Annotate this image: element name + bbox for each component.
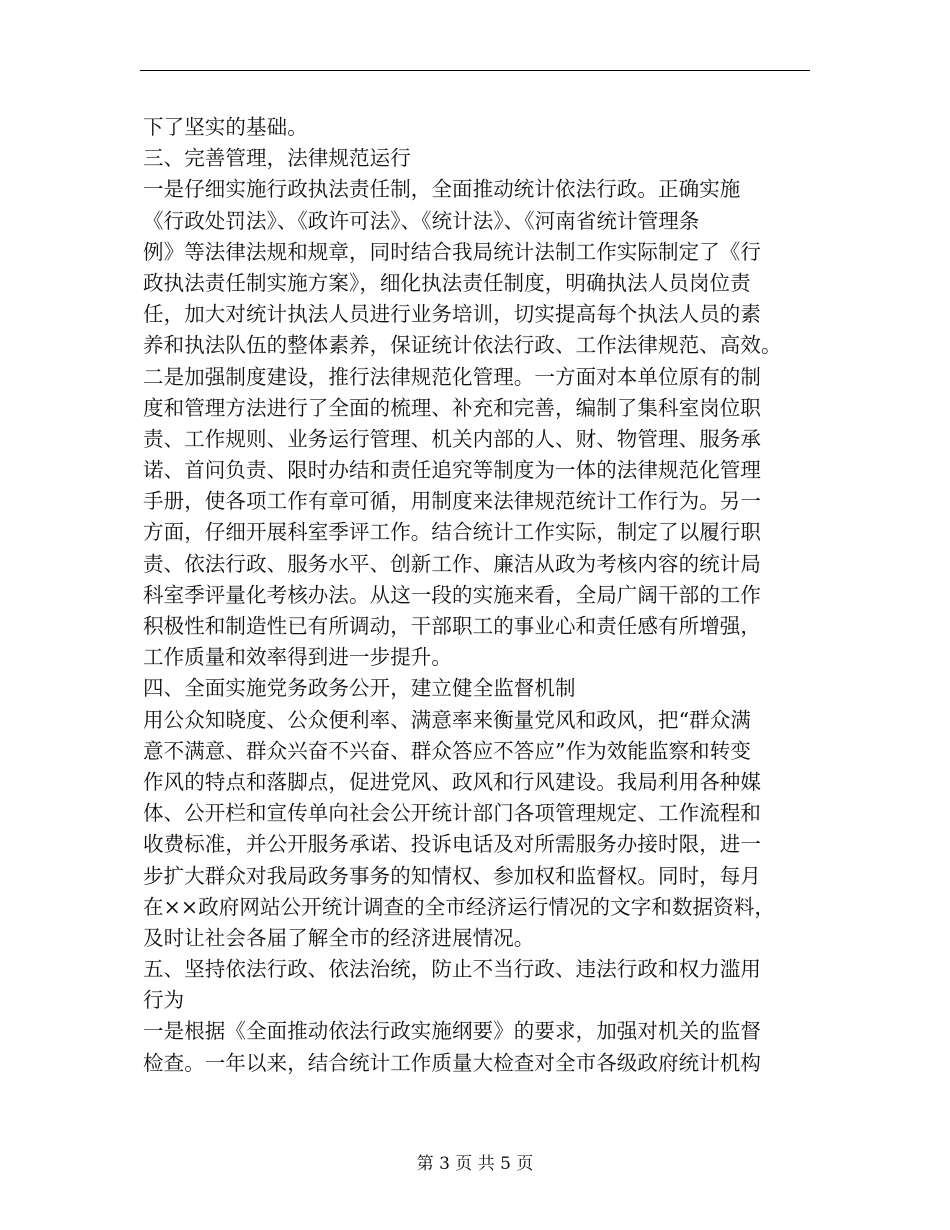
text-line: 科室季评量化考核办法。从这一段的实施来看，全局广阔干部的工作 [143, 582, 761, 607]
text-line: 养和执法队伍的整体素养，保证统计依法行政、工作法律规范、高效。 [143, 333, 782, 358]
text-line: 检查。一年以来，结合统计工作质量大检查对全市各级政府统计机构 [143, 1050, 761, 1075]
section-heading: 五、坚持依法行政、依法治统，防止不当行政、违法行政和权力滥用 [143, 957, 761, 982]
text-line: 积极性和制造性已有所调动，干部职工的事业心和责任感有所增强， [143, 614, 761, 638]
text-line: 意不满意、群众兴奋不兴奋、群众答应不答应”作为效能监察和转变 [143, 738, 751, 763]
text-line: 二是加强制度建设，推行法律规范化管理。一方面对本单位原有的制 [143, 364, 761, 389]
text-line: 在××政府网站公开统计调查的全市经济运行情况的文字和数据资料， [143, 894, 775, 919]
text-line: 工作质量和效率得到进一步提升。 [143, 645, 452, 670]
text-line: 作风的特点和落脚点，促进党风、政风和行风建设。我局利用各种媒 [143, 769, 761, 794]
text-line: 用公众知晓度、公众便利率、满意率来衡量党风和政风，把“群众满 [143, 707, 751, 732]
text-line: 政执法责任制实施方案》，细化执法责任制度，明确执法人员岗位责 [143, 270, 751, 295]
text-line: 任，加大对统计执法人员进行业务培训，切实提高每个执法人员的素 [143, 302, 761, 327]
text-line: 手册，使各项工作有章可循，用制度来法律规范统计工作行为。另一 [143, 489, 761, 514]
text-line: 收费标准，并公开服务承诺、投诉电话及对所需服务办接时限，进一 [143, 832, 761, 857]
text-line: 责、依法行政、服务水平、创新工作、廉洁从政为考核内容的统计局 [143, 551, 761, 576]
text-line: 方面，仔细开展科室季评工作。结合统计工作实际，制定了以履行职 [143, 520, 761, 545]
text-line: 例》等法律法规和规章，同时结合我局统计法制工作实际制定了《行 [143, 239, 761, 264]
text-line: 步扩大群众对我局政务事务的知情权、参加权和监督权。同时，每月 [143, 863, 761, 888]
section-heading: 四、全面实施党务政务公开，建立健全监督机制 [143, 676, 576, 701]
page-number-footer: 第 3 页 共 5 页 [416, 1154, 534, 1174]
text-line: 体、公开栏和宣传单向社会公开统计部门各项管理规定、工作流程和 [143, 801, 761, 826]
text-line: 《行政处罚法》、《政许可法》、《统计法》、《河南省统计管理条 [143, 208, 700, 233]
text-line: 下了坚实的基础。 [143, 115, 308, 139]
section-heading-continued: 行为 [143, 988, 185, 1013]
document-body [143, 112, 813, 1079]
header-rule [140, 70, 810, 71]
text-line: 及时让社会各届了解全市的经济进展情况。 [143, 925, 535, 950]
text-line: 诺、首问负责、限时办结和责任追究等制度为一体的法律规范化管理 [143, 458, 761, 483]
section-heading: 三、完善管理，法律规范运行 [143, 146, 411, 171]
text-line: 一是仔细实施行政执法责任制，全面推动统计依法行政。正确实施 [143, 177, 741, 202]
text-line: 度和管理方法进行了全面的梳理、补充和完善，编制了集科室岗位职 [143, 395, 761, 420]
text-line: 责、工作规则、业务运行管理、机关内部的人、财、物管理、服务承 [143, 426, 761, 451]
text-line: 一是根据《全面推动依法行政实施纲要》的要求，加强对机关的监督 [143, 1019, 761, 1044]
